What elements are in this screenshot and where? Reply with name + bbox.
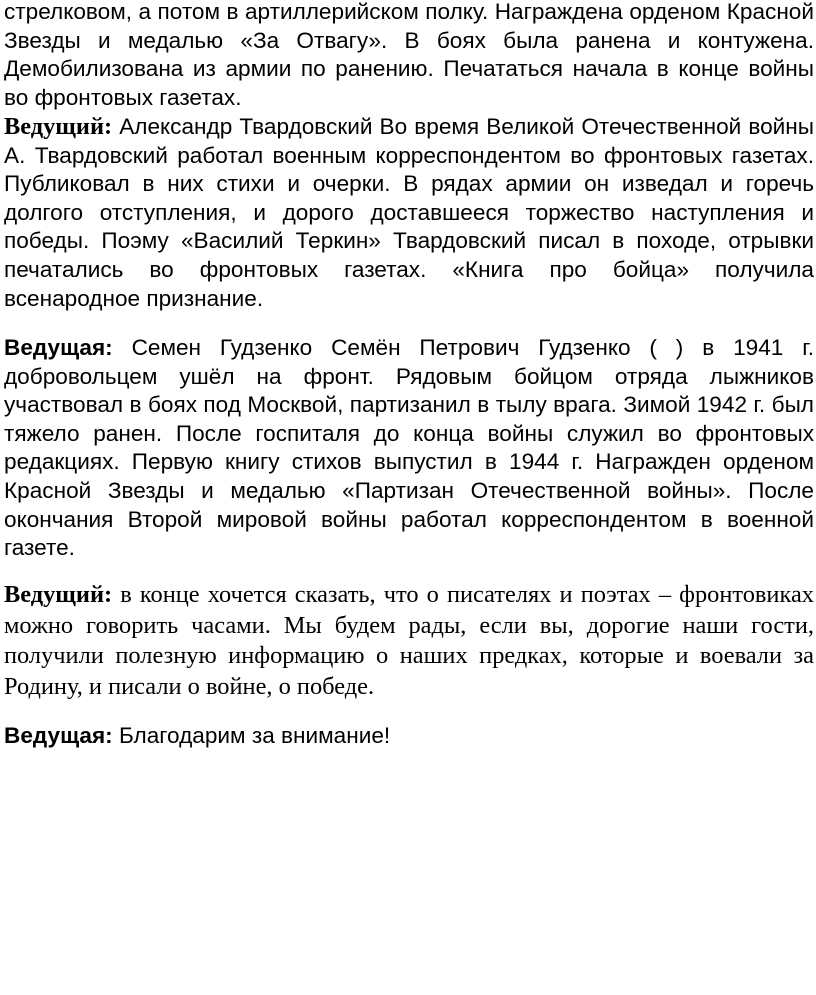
paragraph-gudzenko bbox=[4, 334, 814, 563]
paragraph-text: стрелковом, а потом в артиллерийском полку. Награждена орденом Красной Звезды и медалью «За Отвагу». В боях была ранена и контужена. Демобилизована из армии по ранению. Печататься начала в конце войны во фронтовых газетах. bbox=[4, 0, 814, 110]
paragraph-text: Александр Твардовский Во время Великой Отечественной войны А. Твардовский работал военным корреспондентом во фронтовых газетах. Публиковал в них стихи и очерки. В рядах армии он изведал и горечь долгого отступления, и дорого доставшееся торжество наступления и победы. Поэму «Василий Теркин» Твардовский писал в походе, отрывки печатались во фронтовых газетах. «Книга про бойца» получила всенародное признание. bbox=[4, 114, 814, 311]
paragraph-intro bbox=[4, 0, 814, 112]
paragraph-tvardovsky bbox=[4, 113, 814, 313]
paragraph-text: в конце хочется сказать, что о писателях и поэтах – фронтовиках можно говорить часами. Мы будем рады, если вы, дорогие наши гости, получили полезную информацию о наших предках, которые и воевали за Родину, и писали о войне, о победе. bbox=[4, 581, 814, 700]
speaker-label: Ведущая: bbox=[4, 335, 113, 360]
speaker-label: Ведущий: bbox=[4, 581, 113, 608]
paragraph-text: Семен Гудзенко Семён Петрович Гудзенко ( ) в 1941 г. добровольцем ушёл на фронт. Рядовым бойцом отряда лыжников участвовал в боях под Москвой, партизанил в тылу врага. Зимой 1942 г. был тяжело ранен. После госпиталя до конца войны служил во фронтовых редакциях. Первую книгу стихов выпустил в 1944 г. Награжден орденом Красной Звезды и медалью «Партизан Отечественной войны». После окончания Второй мировой войны работал корреспондентом в военной газете. bbox=[4, 335, 814, 561]
paragraph-text: Благодарим за внимание! bbox=[112, 723, 391, 748]
paragraph-thanks bbox=[4, 722, 814, 751]
speaker-label: Ведущая: bbox=[4, 723, 113, 748]
speaker-label: Ведущий: bbox=[4, 113, 113, 140]
paragraph-closing bbox=[4, 580, 814, 702]
